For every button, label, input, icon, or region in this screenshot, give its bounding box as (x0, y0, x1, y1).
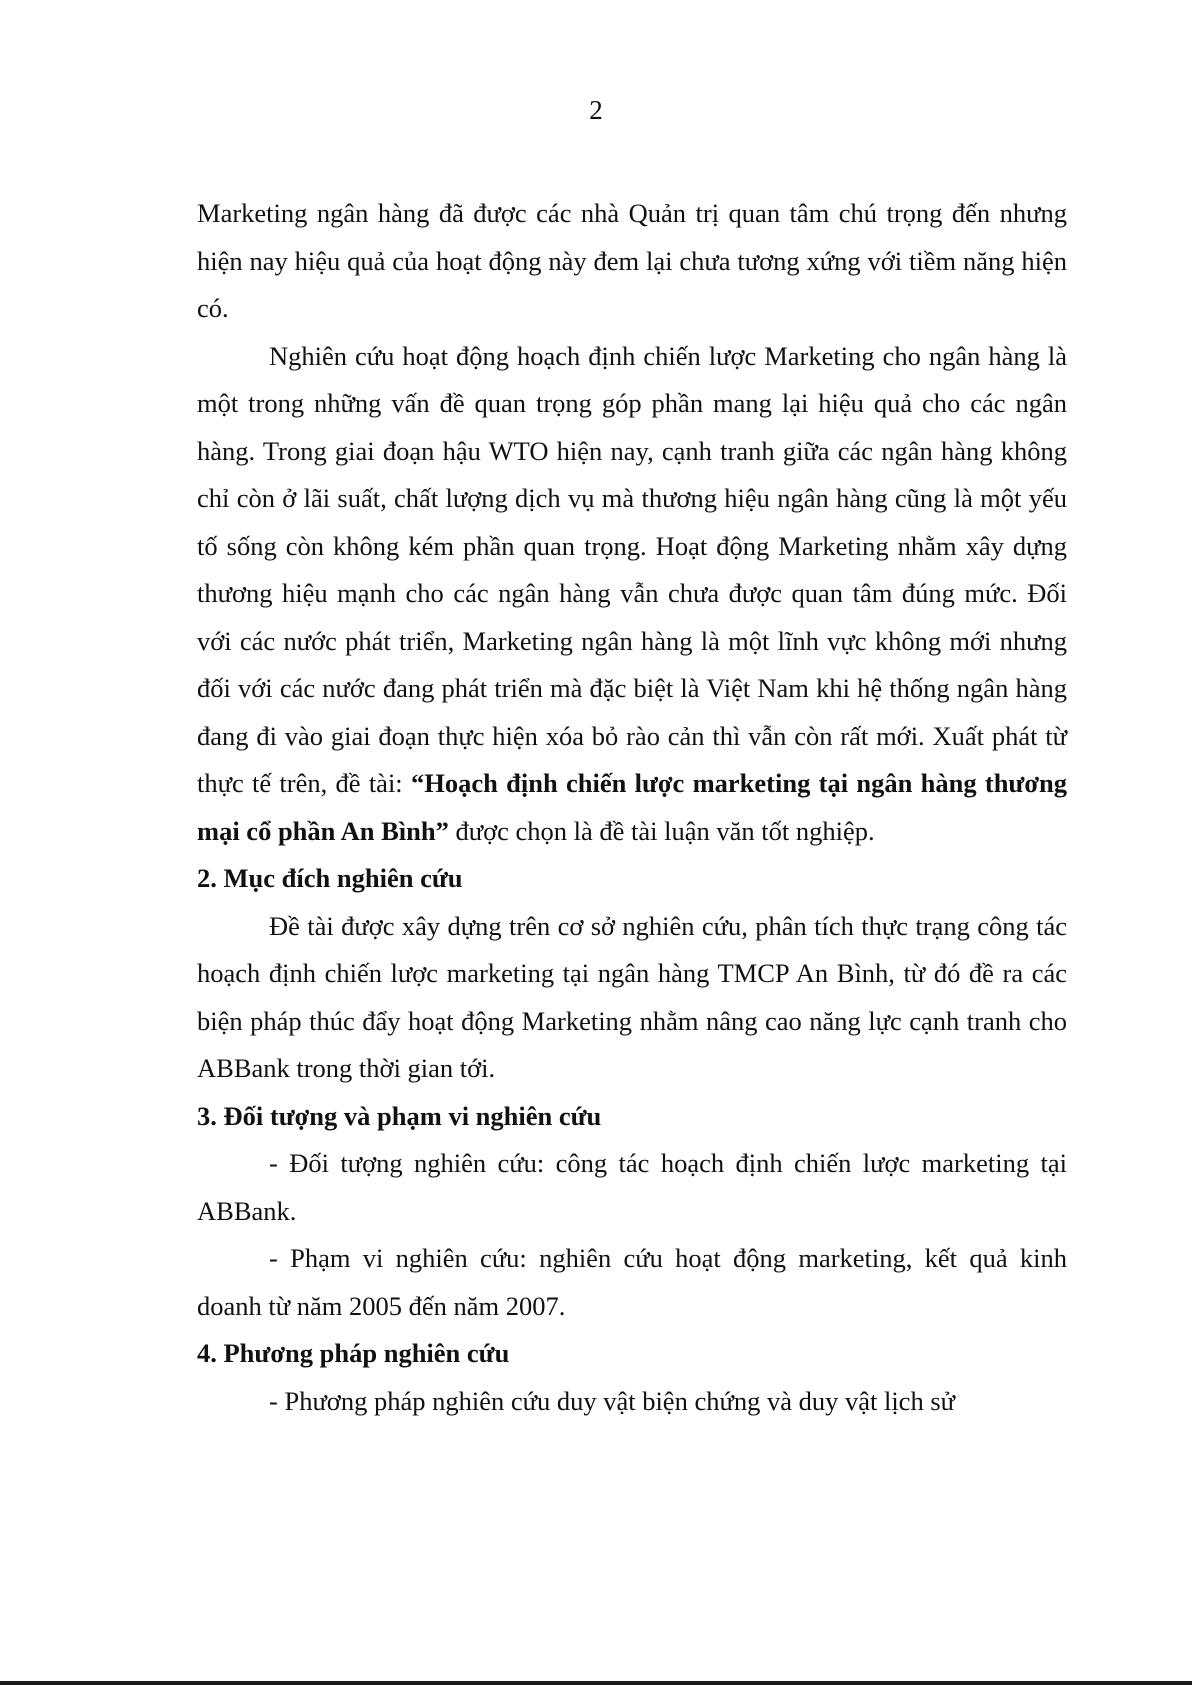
bottom-border (0, 1681, 1192, 1685)
section-heading-scope: 3. Đối tượng và phạm vi nghiên cứu (197, 1100, 602, 1131)
section-heading-objectives: 2. Mục đích nghiên cứu (197, 863, 463, 893)
rationale-paragraph (197, 333, 1067, 856)
objectives-paragraph: Đề tài được xây dựng trên cơ sở nghiên cứu, phân tích thực trạng công tác hoạch định chiến lược marketing tại ngân hàng TMCP An Bình, từ đó đề ra các biện pháp thúc đẩy hoạt động Marketing nhằm nâng cao năng lực cạnh tranh cho ABBank trong thời gian tới. (197, 910, 1067, 1083)
scope-item-range: - Phạm vi nghiên cứu: nghiên cứu hoạt động marketing, kết quả kinh doanh từ năm 2005 đến năm 2007. (197, 1243, 1067, 1321)
rationale-text: Nghiên cứu hoạt động hoạch định chiến lược Marketing cho ngân hàng là một trong những vấn đề quan trọng góp phần mang lại hiệu quả cho các ngân hàng. Trong giai đoạn hậu WTO hiện nay, cạnh tranh giữa các ngân hàng không chỉ còn ở lãi suất, chất lượng dịch vụ mà thương hiệu ngân hàng cũng là một yếu tố sống còn không kém phần quan trọng. Hoạt động Marketing nhằm xây dựng thương hiệu mạnh cho các ngân hàng vẫn chưa được quan tâm đúng mức. Đối với các nước phát triển, Marketing ngân hàng là một lĩnh vực không mới nhưng đối với các nước đang phát triển mà đặc biệt là Việt Nam khi hệ thống ngân hàng đang đi vào giai đoạn thực hiện xóa bỏ rào cản thì vẫn còn rất mới. Xuất phát từ thực tế trên, đề tài: (197, 340, 1067, 798)
thesis-title: “Hoạch định chiến lược marketing tại ngân hàng thương mại cổ phần An Bình” (197, 768, 1067, 846)
document-body (197, 190, 1067, 1425)
intro-paragraph-continued: Marketing ngân hàng đã được các nhà Quản trị quan tâm chú trọng đến nhưng hiện nay hiệu quả của hoạt động này đem lại chưa tương xứng với tiềm năng hiện có. (197, 198, 1067, 323)
page-number: 2 (589, 95, 603, 125)
scope-item-subject: - Đối tượng nghiên cứu: công tác hoạch định chiến lược marketing tại ABBank. (197, 1148, 1067, 1226)
section-heading-methods: 4. Phương pháp nghiên cứu (197, 1338, 510, 1368)
methods-item: - Phương pháp nghiên cứu duy vật biện chứng và duy vật lịch sử (269, 1385, 955, 1416)
rationale-tail: được chọn là đề tài luận văn tốt nghiệp. (448, 815, 875, 846)
